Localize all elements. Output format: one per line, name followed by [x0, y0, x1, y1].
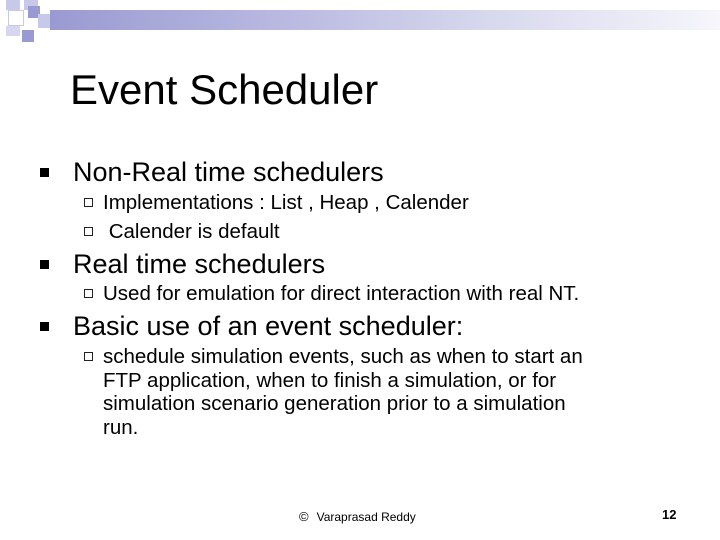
- sub-bullet-line: run.: [103, 416, 139, 439]
- sub-bullet-text: Implementations : List , Heap , Calender: [103, 191, 469, 214]
- sub-bullet-text: Calender is default: [103, 220, 280, 243]
- hollow-square-icon: [84, 289, 93, 298]
- hollow-square-icon: [84, 198, 93, 207]
- decor-square: [8, 10, 24, 26]
- sub-bullet-line: FTP application, when to finish a simulation, or for: [103, 369, 557, 392]
- copyright-icon: ©: [299, 509, 309, 524]
- decor-square: [22, 30, 34, 42]
- slide-title: Event Scheduler: [70, 66, 379, 113]
- decor-square: [38, 14, 50, 28]
- sub-bullet-line: schedule simulation events, such as when to start an: [103, 345, 583, 368]
- bullet-square-icon: [40, 322, 49, 331]
- bullet-text: Real time schedulers: [73, 249, 326, 279]
- decor-square: [6, 26, 20, 36]
- page-number: 12: [662, 507, 677, 522]
- bullet-text: Basic use of an event scheduler:: [73, 311, 464, 341]
- hollow-square-icon: [84, 227, 93, 236]
- decor-square: [6, 0, 20, 10]
- header-decoration: [0, 0, 720, 48]
- bullet-square-icon: [40, 168, 49, 177]
- bullet-square-icon: [40, 260, 49, 269]
- footer-author: Varaprasad Reddy: [316, 510, 416, 524]
- sub-bullet-line: simulation scenario generation prior to a simulation: [103, 392, 566, 415]
- header-gradient-bar: [50, 10, 720, 30]
- footer-credit: [299, 509, 416, 525]
- bullet-text: Non-Real time schedulers: [73, 157, 384, 187]
- hollow-square-icon: [84, 352, 93, 361]
- sub-bullet-text: Used for emulation for direct interaction with real NT.: [103, 282, 580, 305]
